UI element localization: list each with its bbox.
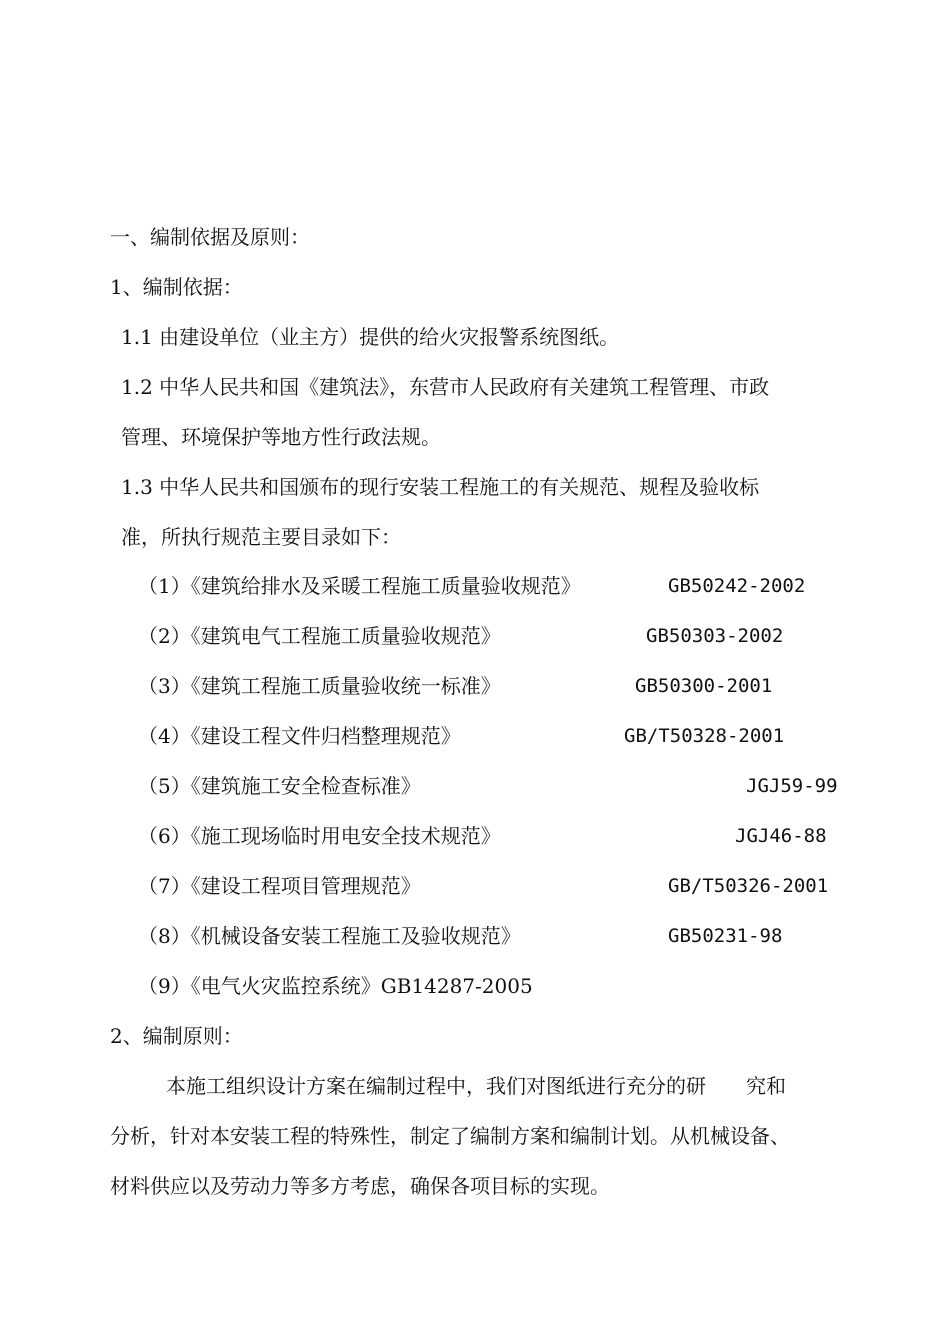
standard-title: （6）《施工现场临时用电安全技术规范》 — [138, 824, 501, 848]
standard-title: （5）《建筑施工安全检查标准》 — [138, 774, 421, 798]
standard-title: （1）《建筑给排水及采暖工程施工质量验收规范》 — [138, 574, 581, 598]
standard-title: （8）《机械设备安装工程施工及验收规范》 — [138, 924, 521, 948]
basis-item-1-2: 1.2 中华人民共和国《建筑法》，东营市人民政府有关建筑工程管理、市政 — [121, 375, 770, 399]
principles-paragraph-line: 材料供应以及劳动力等多方考虑，确保各项目标的实现。 — [110, 1174, 610, 1198]
standard-title: （4）《建设工程文件归档整理规范》 — [138, 724, 461, 748]
standard-code: GB50242-2002 — [668, 575, 806, 597]
basis-item-1-2-cont: 管理、环境保护等地方性行政法规。 — [121, 425, 441, 449]
principles-paragraph-line: 本施工组织设计方案在编制过程中，我们对图纸进行充分的研 究和 — [166, 1074, 786, 1098]
standard-code: JGJ46-88 — [735, 825, 827, 847]
section-one-heading: 一、编制依据及原则： — [110, 225, 310, 249]
standard-code: GB50231-98 — [668, 925, 783, 947]
basis-heading: 1、编制依据： — [110, 275, 243, 299]
standard-code: GB50300-2001 — [635, 675, 773, 697]
basis-item-1-3-cont: 准，所执行规范主要目录如下： — [121, 525, 401, 549]
standard-code: JGJ59-99 — [746, 775, 838, 797]
basis-item-1-3: 1.3 中华人民共和国颁布的现行安装工程施工的有关规范、规程及验收标 — [121, 475, 760, 499]
standard-title: （7）《建设工程项目管理规范》 — [138, 874, 421, 898]
standard-code: GB/T50326-2001 — [668, 875, 829, 897]
principles-heading: 2、编制原则： — [110, 1024, 243, 1048]
standard-code: GB50303-2002 — [646, 625, 784, 647]
basis-item-1-1: 1.1 由建设单位（业主方）提供的给火灾报警系统图纸。 — [121, 325, 620, 349]
standard-title: （2）《建筑电气工程施工质量验收规范》 — [138, 624, 501, 648]
standard-code: GB/T50328-2001 — [624, 725, 785, 747]
standard-title: （3）《建筑工程施工质量验收统一标准》 — [138, 674, 501, 698]
principles-paragraph-line: 分析，针对本安装工程的特殊性，制定了编制方案和编制计划。从机械设备、 — [110, 1124, 790, 1148]
standard-title: （9）《电气火灾监控系统》GB14287-2005 — [138, 974, 533, 998]
